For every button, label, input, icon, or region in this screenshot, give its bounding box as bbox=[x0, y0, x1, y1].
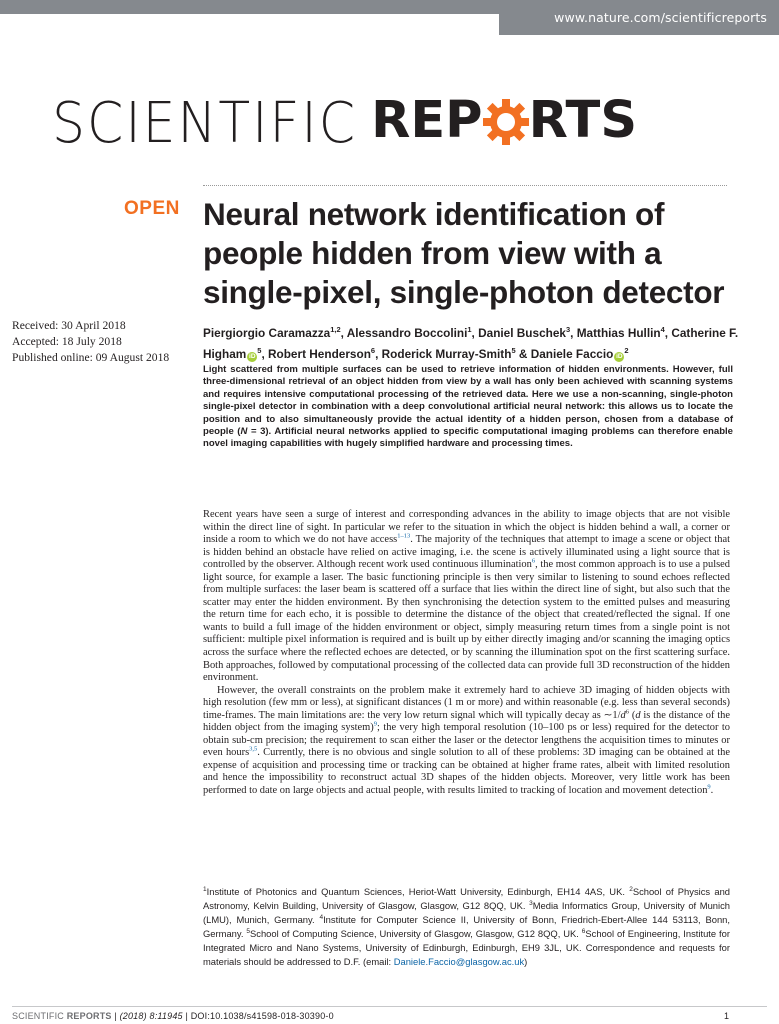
article-body bbox=[203, 509, 730, 798]
author-name: Daniel Buschek bbox=[478, 325, 566, 340]
citation-link[interactable]: 9 bbox=[373, 720, 378, 728]
footer-citation: SCIENTIFIC REPORTS | (2018) 8:11945 | DOI:10.1038/s41598-018-30390-0 bbox=[12, 1011, 334, 1021]
journal-masthead bbox=[52, 86, 732, 156]
title-divider bbox=[203, 185, 727, 186]
citation-link[interactable]: 1–13 bbox=[397, 532, 411, 540]
body-paragraph: Recent years have seen a surge of interest and corresponding advances in the ability to image objects that are not visible within the direct line of sight. In particular we refer to the situation in which the object is hidden behind a wall, a corner or inside a room to which we do not have access$^{1-13}$. The majority of the techniques that attempt to image a scene or object that is hidden behind an obstacle have relied on active imaging, i.e. the scene is actively illuminated using a light source that is controlled by the observer. Although recent work used continuous illumination$^6$, the most common approach is to use a pulsed light source, for example a laser. The basic functioning principle is then very similar to listening to sound echoes reflected from multiple surfaces: the laser beam is scattered off a surface that lies within the direct line of sight, but also such that the scatter may enter the hidden environment. By then synchronising the detection system to the emitted pulses and measuring the return time for each echo, it is possible to determine the distance of the object that created/reflected the signal. If one wants to build a full image of the hidden environment or object, simply measuring return times from a single point is not sufficient: multiple pixel information is required and is built up by either directly imaging and/or scanning the imaging optics across the surface where the reflected echoes are detected, or by scanning the illumination spot on the first scattering surface. Both approaches, followed by computational processing of the collected data can provide full 3D reconstruction of the hidden environment. bbox=[203, 509, 731, 684]
author-affiliation: 2 bbox=[624, 345, 629, 355]
gear-logo-icon bbox=[483, 95, 529, 147]
author-affiliation: 4 bbox=[660, 325, 665, 334]
abstract-text-a: Light scattered from multiple surfaces can be used to retrieve information of hidden environments. However, full three-dimensional retrieval of an object hidden from view by a wall has only been achieved with scanning systems and requires intensive computational processing of the retrieved data. Here we use a non-scanning, single-photon single-pixel detector in combination with a deep convolutional artificial neural network: this allows us to locate the position and to also simultaneously provide the actual identity of a hidden person, chosen from a database of people ( bbox=[203, 364, 733, 438]
author-affiliation: 5 bbox=[511, 345, 516, 355]
accepted-date: Accepted: 18 July 2018 bbox=[12, 335, 122, 348]
body-paragraph: However, the overall constraints on the problem make it extremely hard to achieve 3D imaging of hidden objects with high resolution (few mm or less), at significant distances (1 m or more) and within reasonable (e.g. less than several seconds) time-frames. The main limitations are: the very low return signal which will typically decay as $\sim 1/d^6$ (d is the distance of the hidden object from the imaging system)$^9$; the very high temporal resolution (10–100 ps or less) required for the detector to obtain sub-cm precision; the requirement to scan either the laser or the detector lengthens the acquisition times to minutes or even hours$^{3,5}$. Currently, there is no obvious and single solution to all of these problems: 3D imaging can be obtained at the expense of acquisition and processing time or tracking can be obtained at higher frame rates, albeit with limited resolution and hence the impossibility to reconstruct actual 3D shapes of the hidden objects. Moreover, very little work has been performed to date on large objects and actual people, with results limited to tracking of location and movement detection$^9$. bbox=[203, 684, 731, 797]
citation-link[interactable]: 9 bbox=[707, 783, 711, 791]
correspondence-email-link[interactable]: Daniele.Faccio@glasgow.ac.uk bbox=[393, 956, 525, 968]
author-affiliation: 6 bbox=[370, 345, 376, 355]
abstract bbox=[203, 364, 733, 451]
footer-rule bbox=[12, 1006, 767, 1007]
abstract-n: N bbox=[240, 426, 248, 438]
author-name: Roderick Murray-Smith bbox=[381, 346, 512, 361]
journal-url[interactable]: www.nature.com/scientificreports bbox=[499, 0, 779, 35]
citation-link[interactable]: 3,5 bbox=[249, 745, 258, 753]
article-dates bbox=[12, 318, 169, 366]
page-number: 1 bbox=[723, 1011, 729, 1021]
author-list: Piergiorgio Caramazza$^{1,2}$, Alessandro Boccolini$^1$, Daniel Buschek$^3$, Matthias Hullin$^4$, Catherine F. Higham $iD^5$, Robert Henderson$^6$, Roderick Murray-Smith$^5$ & Daniele Faccio $iD^2$ bbox=[203, 325, 739, 361]
published-date: Published online: 09 August 2018 bbox=[12, 351, 170, 364]
masthead-reports bbox=[371, 86, 637, 156]
author-affiliation: 3 bbox=[565, 325, 571, 334]
masthead-rep: REP bbox=[371, 91, 483, 150]
author-name: Piergiorgio Caramazza bbox=[203, 325, 331, 340]
orcid-icon[interactable]: iD bbox=[249, 352, 256, 360]
abstract-text-b: = 3). Artificial neural networks applied to specific computational imaging problems can therefore enable novel imaging capabilities with hugely simplified hardware and processing times. bbox=[203, 426, 733, 450]
author-affiliation: 1 bbox=[467, 325, 472, 334]
author-name: Alessandro Boccolini bbox=[346, 325, 468, 340]
open-access-label: OPEN bbox=[124, 198, 180, 219]
orcid-icon[interactable]: iD bbox=[616, 352, 623, 360]
article-title: Neural network identification of people hidden from view with a single-pixel, single-photon detector bbox=[203, 196, 725, 310]
author-affiliation: 5 bbox=[257, 345, 262, 355]
masthead-scientific: SCIENTIFIC bbox=[52, 91, 358, 157]
author-name: Daniele Faccio bbox=[530, 346, 614, 361]
author-name: Catherine F. Higham bbox=[203, 325, 739, 361]
author-name: Matthias Hullin bbox=[576, 325, 661, 340]
masthead-rts: RTS bbox=[528, 91, 638, 150]
received-date: Received: 30 April 2018 bbox=[12, 319, 126, 332]
author-name: Robert Henderson bbox=[268, 346, 371, 361]
citation-link[interactable]: 6 bbox=[531, 557, 536, 565]
author-affiliation: 1,2 bbox=[330, 325, 341, 334]
affiliations: $^1$Institute of Photonics and Quantum Sciences, Heriot-Watt University, Edinburgh, EH14 4AS, UK. $^2$School of Physics and Astronomy, Kelvin Building, University of Glasgow, Glasgow, G12 8QQ, UK. $^3$Media Informatics Group, University of Munich (LMU), Munich, Germany. $^4$Institute for Computer Science II, University of Bonn, Friedrich-Ebert-Allee 144 53113, Bonn, Germany. $^5$School of Computing Science, University of Glasgow, Glasgow, G12 8QQ, UK. $^6$School of Engineering, Institute for Integrated Micro and Nano Systems, University of Edinburgh, Edinburgh, EH9 3JL, UK. Correspondence and requests for materials should be addressed to D.F. (email: Daniele.Faccio@glasgow.ac.uk) bbox=[203, 885, 730, 968]
